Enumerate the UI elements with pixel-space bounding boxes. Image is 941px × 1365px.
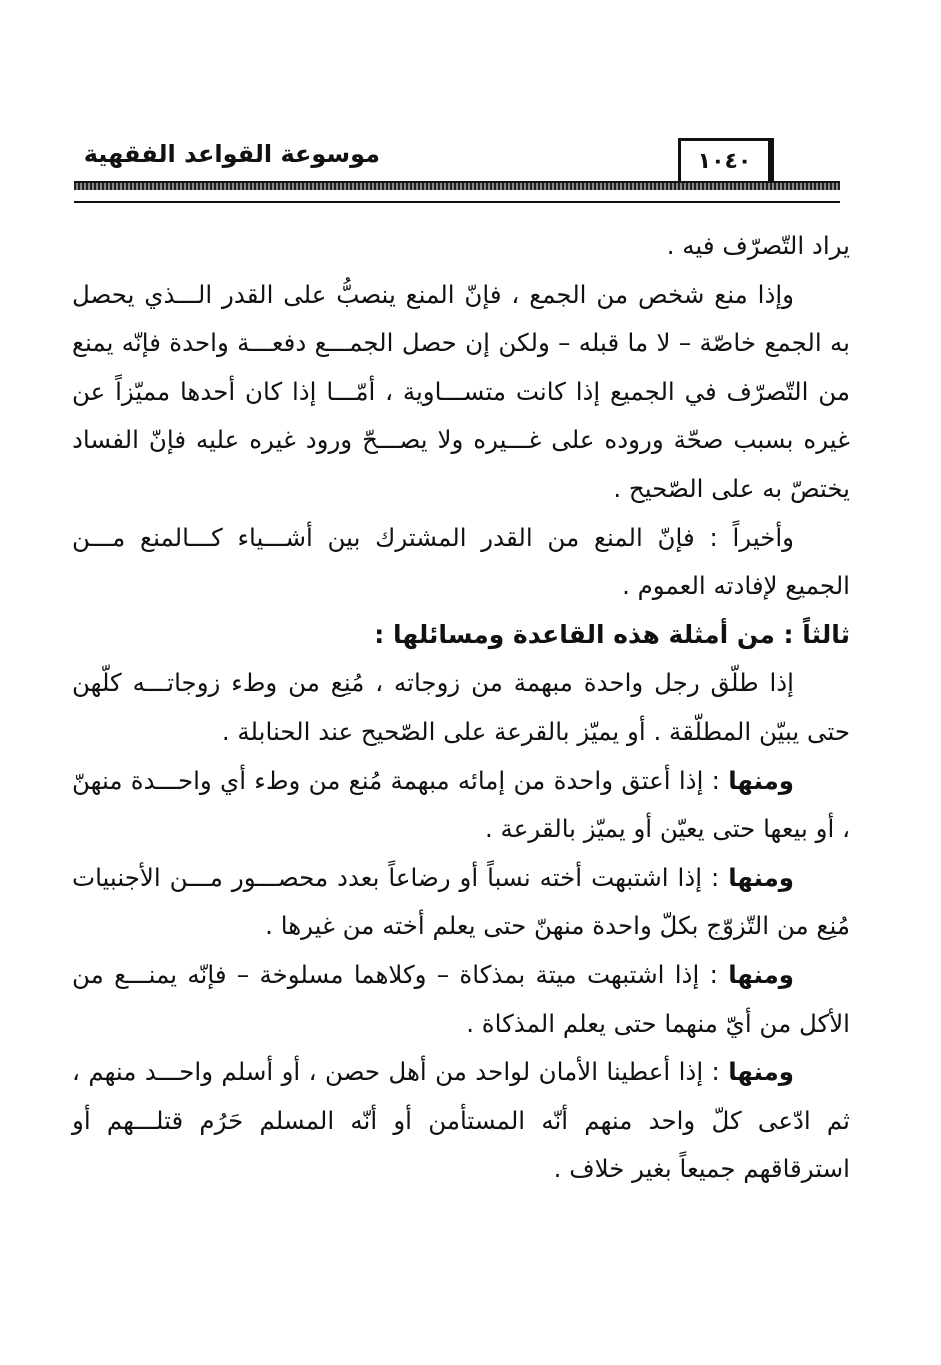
body-text bbox=[72, 222, 850, 1194]
paragraph: إذا طلّق رجل واحدة مبهمة من زوجاته ، مُنِع من وطء زوجاتـــه كلّهن حتى يبيّن المطلّقة . أو يميّز بالقرعة على الصّحيح عند الحنابلة . bbox=[72, 668, 850, 746]
section-heading: ثالثاً : من أمثلة هذه القاعدة ومسائلها : bbox=[374, 619, 850, 649]
header-rule bbox=[74, 181, 840, 190]
lead-word: ومنها bbox=[728, 765, 794, 795]
page-number: ١٠٤٠ bbox=[678, 138, 774, 182]
book-title: موسوعة القواعد الفقهية bbox=[83, 140, 380, 168]
paragraph bbox=[72, 1048, 850, 1194]
lead-word: ومنها bbox=[728, 862, 794, 892]
paragraph bbox=[72, 951, 850, 1048]
paragraph-text: : إذا اشتبهت أخته نسباً أو رضاعاً بعدد محصـــور مـــن الأجنبيات مُنِع من التّزوّج بكلّ واحدة منهنّ حتى يعلم أخته من غيرها . bbox=[72, 862, 850, 941]
paragraph bbox=[72, 854, 850, 951]
lead-word: ومنها bbox=[728, 959, 794, 989]
lead-word: ومنها bbox=[728, 1057, 794, 1087]
paragraph-text: : إذا أعتق واحدة من إمائه مبهمة مُنع من وطء أي واحـــدة منهنّ ، أو بيعها حتى يعيّن أو يميّز بالقرعة . bbox=[72, 765, 850, 844]
paragraph-text: : إذا أعطينا الأمان لواحد من أهل حصن ، أو أسلم واحـــد منهم ، ثم ادّعى كلّ واحد منهم أنّه المستأمن أو أنّه المسلم حَرُم قتلـــهم أو استرقاقهم جميعاً بغير خلاف . bbox=[72, 1057, 850, 1184]
paragraph-text: : إذا اشتبهت ميتة بمذكاة – وكلاهما مسلوخة – فإنّه يمنـــع من الأكل من أيّ منهما حتى يعلم المذكاة . bbox=[72, 959, 850, 1038]
paragraph: وأخيراً : فإنّ المنع من القدر المشترك بين أشـــياء كـــالمنع مـــن الجميع لإفادته العموم . bbox=[72, 522, 850, 601]
header-rule-thin bbox=[74, 201, 840, 203]
paragraph: وإذا منع شخص من الجمع ، فإنّ المنع ينصبُّ على القدر الـــذي يحصل به الجمع خاصّة – لا ما قبله – ولكن إن حصل الجمـــع دفعـــة واحدة فإنّه يمنع من التّصرّف في الجميع إذا كانت متســـاوية ، أمّـــا إذا كان أحدها مميّزاً عن غيره بسبب صحّة وروده على غـــيره ولا يصـــحّ ورود غيره عليه فإنّ الفساد يختصّ به على الصّحيح . bbox=[72, 279, 850, 503]
paragraph: يراد التّصرّف فيه . bbox=[666, 231, 850, 260]
paragraph bbox=[72, 757, 850, 854]
